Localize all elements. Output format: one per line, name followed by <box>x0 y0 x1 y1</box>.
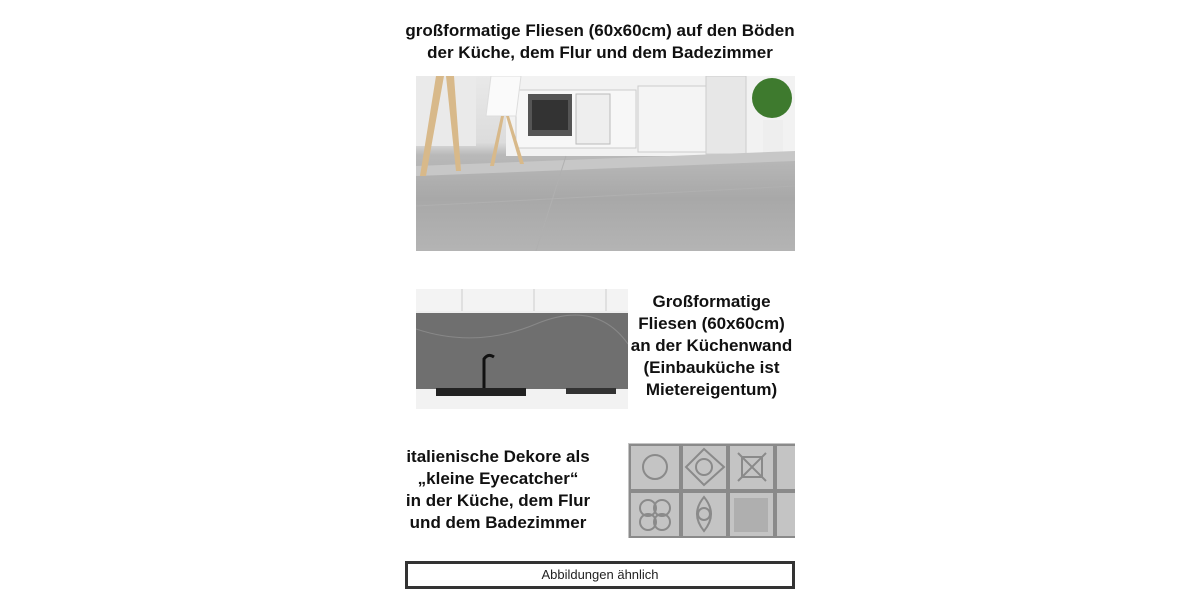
decor-tiles-description <box>382 446 614 534</box>
text-line: (Einbauküche ist <box>643 358 780 377</box>
text-line: und dem Badezimmer <box>409 513 587 532</box>
images-similar-caption: Abbildungen ähnlich <box>405 561 795 589</box>
text-line: italienische Dekore als <box>406 447 590 466</box>
kitchen-wall-tiles-photo <box>416 289 628 409</box>
italian-decor-tiles-photo <box>628 443 795 538</box>
page-title <box>350 20 850 64</box>
title-line: der Küche, dem Flur und dem Badezimmer <box>427 43 773 62</box>
kitchen-floor-tiles-photo <box>416 76 795 251</box>
text-line: an der Küchenwand <box>630 336 793 355</box>
text-line: „kleine Eyecatcher“ <box>417 469 579 488</box>
text-line: in der Küche, dem Flur <box>405 491 591 510</box>
text-line: Mietereigentum) <box>645 380 778 399</box>
wall-tiles-description <box>630 291 793 401</box>
text-line: Fliesen (60x60cm) <box>638 314 785 333</box>
title-line: großformatige Fliesen (60x60cm) auf den Böden <box>405 21 795 40</box>
text-line: Großformatige <box>652 292 771 311</box>
